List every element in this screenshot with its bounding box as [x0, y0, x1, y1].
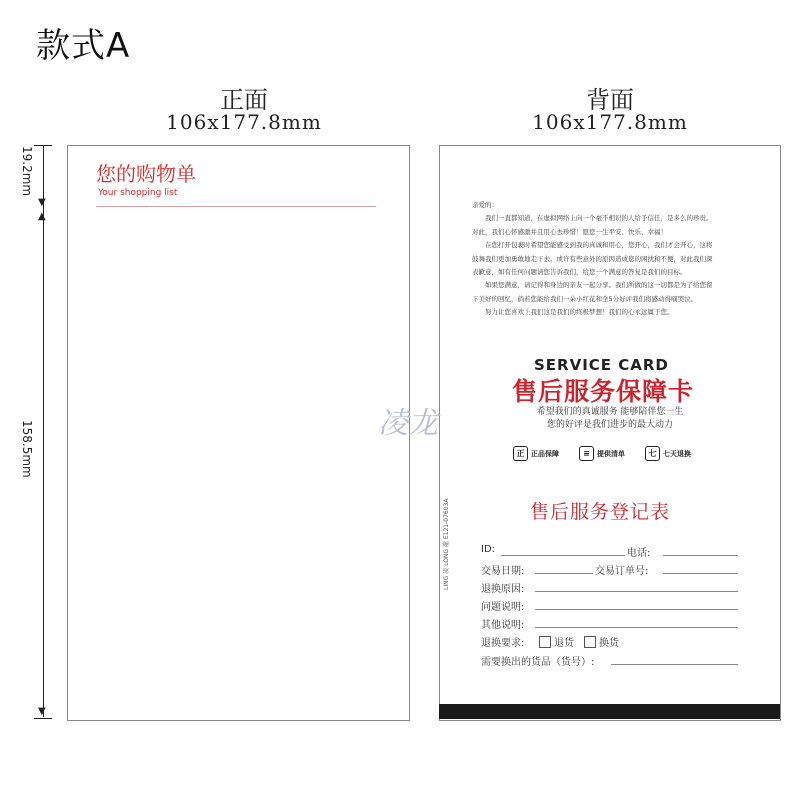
return-reason-label: 退换原因:	[481, 584, 525, 595]
request-label: 退换要求:	[481, 638, 525, 649]
arrow-down-icon: ▼	[38, 197, 46, 208]
vertical-code: LING 凌 LONG 龍 E121-07603A	[443, 498, 450, 590]
front-title: 您的购物单	[96, 162, 196, 186]
other-label: 其他说明:	[481, 620, 525, 631]
service-card-cn: 售后服务保障卡	[512, 377, 695, 406]
front-subtitle: Your shopping list	[98, 188, 178, 198]
phone-field[interactable]	[663, 555, 738, 556]
arrow-down-icon: ▼	[38, 706, 46, 717]
letter-block	[472, 199, 713, 320]
letter-line: 亲爱的：	[472, 201, 498, 209]
front-dimensions: 106x177.8mm	[166, 110, 322, 134]
id-field[interactable]	[501, 555, 625, 556]
problem-field[interactable]	[535, 609, 738, 610]
dim-label-top: 19.2mm	[20, 146, 34, 197]
refund-checkbox[interactable]	[539, 636, 551, 648]
goods-field[interactable]	[611, 664, 738, 665]
exchange-checkbox[interactable]	[584, 636, 596, 648]
letter-line: 如果您满意，请记得和身边的亲友一起分享。我们所做的这一切都是为了给您留	[472, 281, 713, 290]
order-no-label: 交易订单号:	[595, 566, 649, 577]
dim-tick-bottom	[34, 718, 52, 719]
bottom-black-bar	[439, 704, 780, 719]
service-line: 您的好评是我们进步的最大动力	[546, 420, 673, 430]
return-reason-field[interactable]	[535, 591, 738, 592]
trade-date-field[interactable]	[535, 573, 593, 574]
back-side-label: 背面	[586, 86, 634, 114]
front-card	[67, 145, 410, 721]
letter-line: 下美好的回忆，倘若您能给我们一朵小红花和全5分好评我们将感动得嘀哭泣。	[472, 294, 698, 303]
other-field[interactable]	[535, 627, 738, 628]
dim-arrow-bottom-section	[43, 212, 44, 717]
list-icon: ≡	[579, 446, 594, 461]
badge-genuine	[513, 446, 559, 461]
letter-line: 在您打开包裹时希望您能感受到我的真诚和用心，您开心，我们才会开心，这将	[472, 241, 713, 250]
back-dimensions: 106x177.8mm	[532, 110, 688, 134]
badge-label: 正品保障	[531, 449, 559, 458]
exchange-label: 换货	[599, 638, 619, 649]
trade-date-label: 交易日期:	[481, 566, 525, 577]
style-label: 款式A	[36, 26, 131, 66]
goods-label: 需要换出的货品（货号）:	[481, 657, 595, 668]
service-line: 希望我们的真诚服务 能够陪伴您一生	[536, 407, 684, 417]
front-side-label: 正面	[220, 86, 268, 114]
letter-line: 表歉意，如有任何问题请您告诉我们，给您一个满意的答复是我们的目标。	[472, 268, 687, 277]
badges-row	[513, 446, 691, 461]
seven-day-icon: 七	[645, 446, 660, 461]
badge-seven-day	[645, 446, 691, 461]
badge-label: 提供清单	[597, 449, 625, 458]
watermark: 凌龙	[378, 406, 438, 441]
phone-label: 电话:	[627, 548, 651, 559]
dim-label-bottom: 158.5mm	[20, 420, 34, 478]
letter-line: 努力让您喜欢上我们这是我们的终极梦想！我们的心永远属于您。	[472, 308, 674, 317]
service-card-en: SERVICE CARD	[534, 356, 669, 374]
badge-list	[579, 446, 625, 461]
id-label: ID:	[481, 544, 496, 555]
letter-line: 鼓舞我们更加勇敢地走下去。或许有些意外的原因造成您的困扰和不便，对此我们深	[472, 254, 713, 263]
arrow-up-icon: ▲	[38, 211, 46, 222]
letter-line: 对此，我们心怀感激并且用心去珍惜！愿您一生平安、快乐、幸福！	[472, 227, 667, 236]
letter-line: 我们一直都知道，在虚拟网络上向一个毫不相识的人给予信任，是多么的珍贵。	[472, 214, 713, 223]
badge-label: 七天退换	[663, 449, 691, 458]
refund-label: 退货	[554, 638, 574, 649]
registration-title: 售后服务登记表	[529, 501, 670, 523]
problem-label: 问题说明:	[481, 602, 525, 613]
front-rule	[96, 206, 376, 207]
order-no-field[interactable]	[663, 573, 738, 574]
genuine-icon: 正	[513, 446, 528, 461]
